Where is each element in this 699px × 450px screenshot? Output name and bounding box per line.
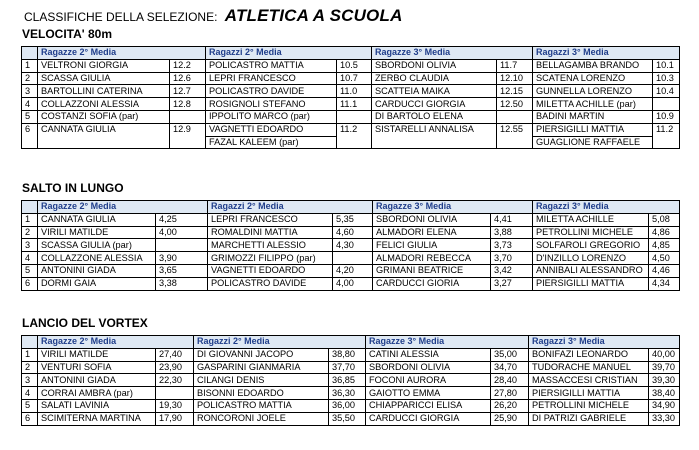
athlete-name: MASSACCESI CRISTIAN <box>529 374 649 387</box>
athlete-name: MILETTA ACHILLE (par) <box>533 98 653 111</box>
header-category: Ragazze 3° Media <box>366 336 529 349</box>
athlete-name: FELICI GIULIA <box>373 239 491 252</box>
athlete-name: FOCONI AURORA <box>366 374 491 387</box>
athlete-name: SCASSA GIULIA <box>38 72 170 85</box>
rank-cell: 5 <box>22 110 38 123</box>
athlete-name: CHIAPPARICCI ELISA <box>366 399 491 412</box>
table-row <box>22 72 680 85</box>
result-value: 27,40 <box>156 348 194 361</box>
result-value: 4,46 <box>649 264 680 277</box>
result-value: 35,00 <box>491 348 529 361</box>
result-value: 23,90 <box>156 361 194 374</box>
header-category: Ragazzi 3° Media <box>529 336 680 349</box>
athlete-name: SBORDONI OLIVIA <box>366 361 491 374</box>
athlete-name: POLICASTRO MATTIA <box>206 59 337 72</box>
athlete-name: CARDUCCI GIORGIA <box>366 412 491 425</box>
athlete-name: SALATI LAVINIA <box>38 399 156 412</box>
athlete-name: ANNIBALI ALESSANDRO <box>533 264 649 277</box>
athlete-name: ALMADORI REBECCA <box>373 252 491 265</box>
result-value: 4,41 <box>491 213 533 226</box>
result-value <box>337 110 372 123</box>
athlete-name: ROSIGNOLI STEFANO <box>206 98 337 111</box>
athlete-name: DI GIOVANNI JACOPO <box>194 348 329 361</box>
title-prefix: CLASSIFICHE DELLA SELEZIONE: <box>24 10 218 24</box>
athlete-name: VELTRONI GIORGIA <box>38 59 170 72</box>
result-value: 39,30 <box>649 374 680 387</box>
result-value: 12.10 <box>497 72 533 85</box>
result-value: 12.8 <box>170 98 206 111</box>
result-value: 11.2 <box>653 123 680 136</box>
athlete-name: CANNATA GIULIA <box>38 123 170 136</box>
page-title <box>24 6 403 26</box>
result-value: 22,30 <box>156 374 194 387</box>
table-row <box>22 136 680 149</box>
table-row <box>22 98 680 111</box>
result-value: 4,86 <box>649 226 680 239</box>
result-value: 10.5 <box>337 59 372 72</box>
rank-cell: 2 <box>22 226 38 239</box>
result-value <box>497 110 533 123</box>
result-value: 3,73 <box>491 239 533 252</box>
athlete-name: SCASSA GIULIA (par) <box>38 239 156 252</box>
rank-cell: 4 <box>22 252 38 265</box>
athlete-name: MILETTA ACHILLE <box>533 213 649 226</box>
rank-cell: 2 <box>22 72 38 85</box>
athlete-name: POLICASTRO DAVIDE <box>206 85 337 98</box>
result-value: 39,70 <box>649 361 680 374</box>
result-value <box>170 136 206 149</box>
athlete-name: SISTARELLI ANNALISA <box>372 123 497 136</box>
result-value <box>156 387 194 400</box>
athlete-name: DI PATRIZI GABRIELE <box>529 412 649 425</box>
result-value: 11.1 <box>337 98 372 111</box>
athlete-name: CATINI ALESSIA <box>366 348 491 361</box>
table-velocita <box>21 46 680 149</box>
athlete-name: POLICASTRO DAVIDE <box>208 277 333 290</box>
header-category: Ragazzi 3° Media <box>533 47 680 60</box>
athlete-name: IPPOLITO MARCO (par) <box>206 110 337 123</box>
athlete-name: D'INZILLO LORENZO <box>533 252 649 265</box>
athlete-name: BELLAGAMBA BRANDO <box>533 59 653 72</box>
athlete-name: SCATTEIA MAIKA <box>372 85 497 98</box>
athlete-name: CARDUCCI GIORIA <box>373 277 491 290</box>
section-velocita-title: VELOCITA' 80m <box>22 27 112 41</box>
header-category: Ragazzi 2° Media <box>206 47 372 60</box>
table-row <box>22 226 680 239</box>
result-value <box>170 110 206 123</box>
athlete-name: POLICASTRO MATTIA <box>194 399 329 412</box>
result-value: 36,30 <box>329 387 366 400</box>
rank-cell: 1 <box>22 348 38 361</box>
result-value: 35,50 <box>329 412 366 425</box>
result-value: 4,00 <box>156 226 208 239</box>
header-category: Ragazzi 3° Media <box>533 201 680 214</box>
result-value <box>337 136 372 149</box>
result-value: 34,90 <box>649 399 680 412</box>
header-category: Ragazzi 2° Media <box>194 336 366 349</box>
header-rank <box>22 201 38 214</box>
athlete-name <box>372 136 497 149</box>
athlete-name: VENTURI SOFIA <box>38 361 156 374</box>
result-value: 11.2 <box>337 123 372 136</box>
rank-cell: 2 <box>22 361 38 374</box>
result-value: 12.2 <box>170 59 206 72</box>
athlete-name: BISONNI EDOARDO <box>194 387 329 400</box>
table-salto <box>21 200 680 291</box>
result-value: 12.50 <box>497 98 533 111</box>
rank-cell: 6 <box>22 277 38 290</box>
section-salto-title: SALTO IN LUNGO <box>22 181 124 195</box>
athlete-name: BADINI MARTIN <box>533 110 653 123</box>
athlete-name: ALMADORI ELENA <box>373 226 491 239</box>
athlete-name: RONCORONI JOELE <box>194 412 329 425</box>
table-row <box>22 412 680 425</box>
title-main: ATLETICA A SCUOLA <box>224 6 403 25</box>
result-value: 36,85 <box>329 374 366 387</box>
athlete-name: SCIMITERNA MARTINA <box>38 412 156 425</box>
result-value: 12.15 <box>497 85 533 98</box>
result-value: 28,40 <box>491 374 529 387</box>
rank-cell: 3 <box>22 85 38 98</box>
athlete-name: SBORDONI OLIVIA <box>373 213 491 226</box>
rank-cell <box>22 136 38 149</box>
result-value <box>497 136 533 149</box>
result-value: 5,08 <box>649 213 680 226</box>
athlete-name: GRIMANI BEATRICE <box>373 264 491 277</box>
table-row <box>22 277 680 290</box>
athlete-name: ANTONINI GIADA <box>38 264 156 277</box>
result-value: 38,80 <box>329 348 366 361</box>
rank-cell: 3 <box>22 374 38 387</box>
athlete-name: CANNATA GIULIA <box>38 213 156 226</box>
athlete-name: CILANGI DENIS <box>194 374 329 387</box>
table-row <box>22 374 680 387</box>
table-row <box>22 348 680 361</box>
result-value: 4,30 <box>333 239 373 252</box>
result-value: 11.7 <box>497 59 533 72</box>
athlete-name <box>38 136 170 149</box>
result-value: 27,80 <box>491 387 529 400</box>
table-row <box>22 239 680 252</box>
result-value: 12.9 <box>170 123 206 136</box>
athlete-name: GASPARINI GIANMARIA <box>194 361 329 374</box>
athlete-name: COLLAZZONI ALESSIA <box>38 98 170 111</box>
section-lancio-title: LANCIO DEL VORTEX <box>22 316 148 330</box>
athlete-name: GAIOTTO EMMA <box>366 387 491 400</box>
table-row <box>22 399 680 412</box>
result-value: 12.6 <box>170 72 206 85</box>
athlete-name: PETROLLINI MICHELE <box>533 226 649 239</box>
header-category: Ragazze 3° Media <box>373 201 533 214</box>
result-value: 10.4 <box>653 85 680 98</box>
table-row <box>22 361 680 374</box>
header-rank <box>22 47 38 60</box>
result-value: 4,85 <box>649 239 680 252</box>
table-row <box>22 264 680 277</box>
athlete-name: VIRILI MATILDE <box>38 226 156 239</box>
athlete-name: SBORDONI OLIVIA <box>372 59 497 72</box>
result-value: 3,38 <box>156 277 208 290</box>
header-row <box>22 336 680 349</box>
table-row <box>22 110 680 123</box>
athlete-name: COSTANZI SOFIA (par) <box>38 110 170 123</box>
rank-cell: 6 <box>22 123 38 136</box>
athlete-name: SOLFAROLI GREGORIO <box>533 239 649 252</box>
result-value: 38,40 <box>649 387 680 400</box>
athlete-name: LEPRI FRANCESCO <box>208 213 333 226</box>
athlete-name: FAZAL KALEEM (par) <box>206 136 337 149</box>
athlete-name: BONIFAZI LEONARDO <box>529 348 649 361</box>
result-value: 40,00 <box>649 348 680 361</box>
result-value: 4,50 <box>649 252 680 265</box>
rank-cell: 4 <box>22 98 38 111</box>
athlete-name: PETROLLINI MICHELE <box>529 399 649 412</box>
athlete-name: VAGNETTI EDOARDO <box>208 264 333 277</box>
athlete-name: ZERBO CLAUDIA <box>372 72 497 85</box>
header-row <box>22 201 680 214</box>
rank-cell: 6 <box>22 412 38 425</box>
result-value <box>156 239 208 252</box>
result-value: 26,20 <box>491 399 529 412</box>
athlete-name: TUDORACHE MANUEL <box>529 361 649 374</box>
result-value: 3,27 <box>491 277 533 290</box>
result-value: 3,70 <box>491 252 533 265</box>
rank-cell: 1 <box>22 213 38 226</box>
result-value: 10.9 <box>653 110 680 123</box>
athlete-name: GRIMOZZI FILIPPO (par) <box>208 252 333 265</box>
athlete-name: SCATENA LORENZO <box>533 72 653 85</box>
table-row <box>22 213 680 226</box>
result-value: 12.55 <box>497 123 533 136</box>
athlete-name: COLLAZZONE ALESSIA <box>38 252 156 265</box>
rank-cell: 1 <box>22 59 38 72</box>
result-value: 10.1 <box>653 59 680 72</box>
athlete-name: CARDUCCI GIORGIA <box>372 98 497 111</box>
athlete-name: CORRAI AMBRA (par) <box>38 387 156 400</box>
result-value: 33,30 <box>649 412 680 425</box>
result-value: 34,70 <box>491 361 529 374</box>
result-value: 3,90 <box>156 252 208 265</box>
result-value: 4,60 <box>333 226 373 239</box>
result-value: 4,20 <box>333 264 373 277</box>
header-category: Ragazze 2° Media <box>38 336 194 349</box>
result-value: 3,88 <box>491 226 533 239</box>
result-value: 4,25 <box>156 213 208 226</box>
table-row <box>22 387 680 400</box>
athlete-name: DORMI GAIA <box>38 277 156 290</box>
result-value: 3,65 <box>156 264 208 277</box>
result-value: 10.3 <box>653 72 680 85</box>
rank-cell: 5 <box>22 264 38 277</box>
athlete-name: PIERSIGILLI MATTIA <box>529 387 649 400</box>
table-row <box>22 123 680 136</box>
header-category: Ragazzi 2° Media <box>208 201 373 214</box>
table-row <box>22 59 680 72</box>
athlete-name: PIERSIGILLI MATTIA <box>533 123 653 136</box>
result-value: 19,30 <box>156 399 194 412</box>
result-value: 10.7 <box>337 72 372 85</box>
header-category: Ragazze 2° Media <box>38 47 206 60</box>
result-value <box>333 252 373 265</box>
rank-cell: 4 <box>22 387 38 400</box>
rank-cell: 3 <box>22 239 38 252</box>
result-value: 4,34 <box>649 277 680 290</box>
header-row <box>22 47 680 60</box>
table-lancio <box>21 335 680 426</box>
result-value <box>653 98 680 111</box>
athlete-name: ANTONINI GIADA <box>38 374 156 387</box>
header-category: Ragazze 2° Media <box>38 201 208 214</box>
athlete-name: GUNNELLA LORENZO <box>533 85 653 98</box>
result-value: 12.7 <box>170 85 206 98</box>
table-row <box>22 252 680 265</box>
result-value: 11.0 <box>337 85 372 98</box>
rank-cell: 5 <box>22 399 38 412</box>
result-value: 5,35 <box>333 213 373 226</box>
athlete-name: MARCHETTI ALESSIO <box>208 239 333 252</box>
table-row <box>22 85 680 98</box>
athlete-name: LEPRI FRANCESCO <box>206 72 337 85</box>
athlete-name: PIERSIGILLI MATTIA <box>533 277 649 290</box>
athlete-name: GUAGLIONE RAFFAELE <box>533 136 653 149</box>
result-value: 17,90 <box>156 412 194 425</box>
result-value: 4,00 <box>333 277 373 290</box>
athlete-name: DI BARTOLO ELENA <box>372 110 497 123</box>
result-value: 25,90 <box>491 412 529 425</box>
athlete-name: ROMALDINI MATTIA <box>208 226 333 239</box>
athlete-name: VAGNETTI EDOARDO <box>206 123 337 136</box>
header-rank <box>22 336 38 349</box>
result-value <box>653 136 680 149</box>
result-value: 3,42 <box>491 264 533 277</box>
athlete-name: VIRILI MATILDE <box>38 348 156 361</box>
header-category: Ragazze 3° Media <box>372 47 533 60</box>
result-value: 36,00 <box>329 399 366 412</box>
result-value: 37,70 <box>329 361 366 374</box>
athlete-name: BARTOLLINI CATERINA <box>38 85 170 98</box>
